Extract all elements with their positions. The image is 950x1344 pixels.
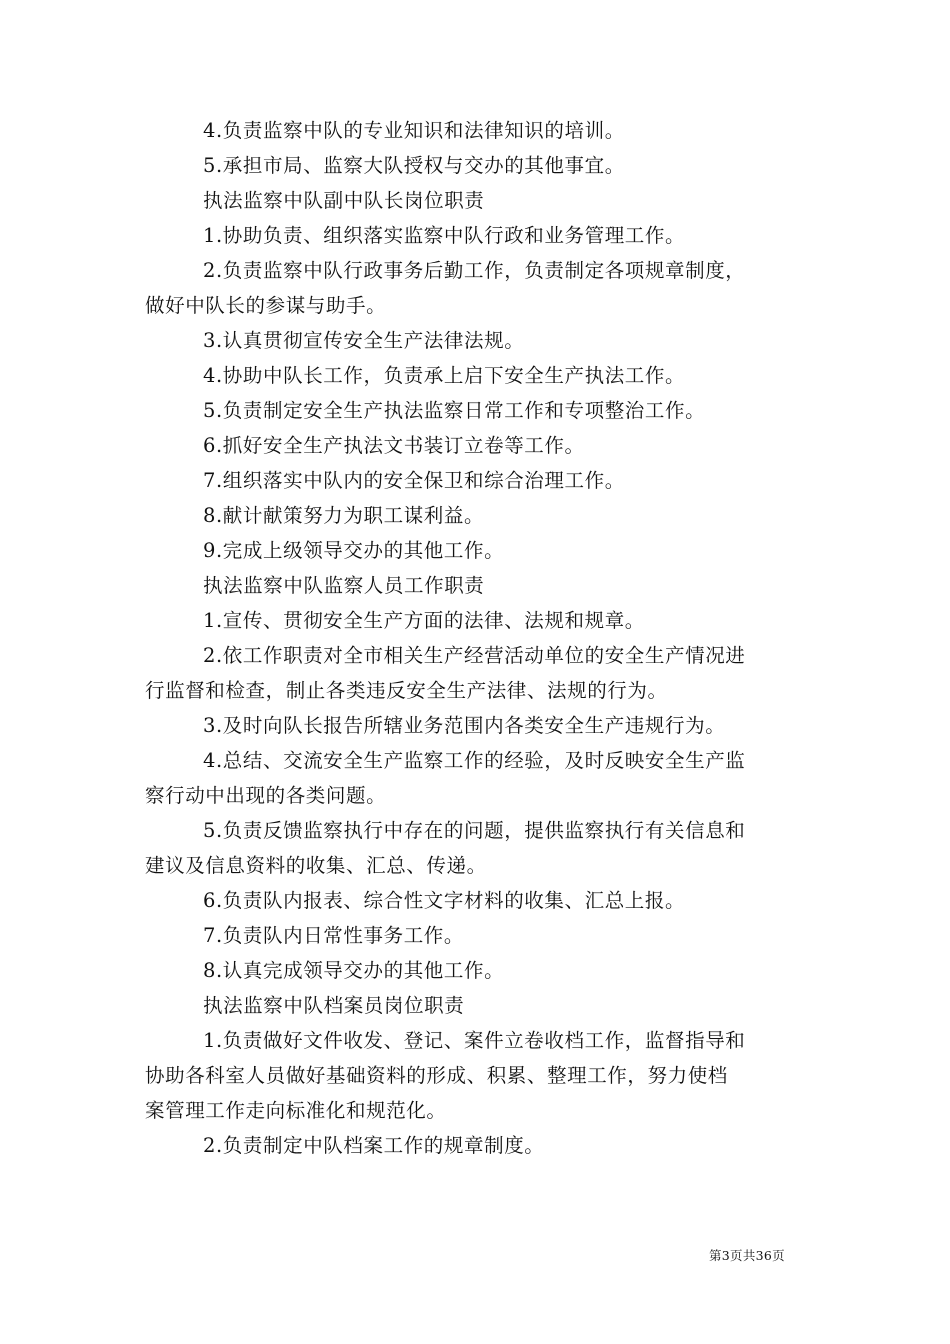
- section-heading: 执法监察中队监察人员工作职责: [203, 574, 485, 597]
- paragraph-line: 建议及信息资料的收集、汇总、传递。: [145, 854, 487, 877]
- page-number: 第3页共36页: [709, 1248, 785, 1263]
- paragraph-line: 1.宣传、贯彻安全生产方面的法律、法规和规章。: [203, 609, 645, 632]
- paragraph-line: 行监督和检查，制止各类违反安全生产法律、法规的行为。: [145, 679, 668, 702]
- paragraph-line: 5.负责制定安全生产执法监察日常工作和专项整治工作。: [203, 399, 706, 422]
- paragraph-line: 3.认真贯彻宣传安全生产法律法规。: [203, 329, 525, 352]
- paragraph-line: 2.负责制定中队档案工作的规章制度。: [203, 1134, 545, 1157]
- paragraph-line: 案管理工作走向标准化和规范化。: [145, 1099, 447, 1122]
- paragraph-line: 4.协助中队长工作，负责承上启下安全生产执法工作。: [203, 364, 686, 387]
- paragraph-line: 8.认真完成领导交办的其他工作。: [203, 959, 505, 982]
- paragraph-line: 2.依工作职责对全市相关生产经营活动单位的安全生产情况进: [203, 644, 746, 667]
- paragraph-line: 4.负责监察中队的专业知识和法律知识的培训。: [203, 119, 625, 142]
- paragraph-line: 1.协助负责、组织落实监察中队行政和业务管理工作。: [203, 224, 686, 247]
- paragraph-line: 6.抓好安全生产执法文书装订立卷等工作。: [203, 434, 585, 457]
- section-heading: 执法监察中队副中队长岗位职责: [203, 189, 485, 212]
- paragraph-line: 3.及时向队长报告所辖业务范围内各类安全生产违规行为。: [203, 714, 726, 737]
- paragraph-line: 1.负责做好文件收发、登记、案件立卷收档工作，监督指导和: [203, 1029, 746, 1052]
- paragraph-line: 5.负责反馈监察执行中存在的问题，提供监察执行有关信息和: [203, 819, 746, 842]
- paragraph-line: 7.组织落实中队内的安全保卫和综合治理工作。: [203, 469, 625, 492]
- paragraph-line: 8.献计献策努力为职工谋利益。: [203, 504, 485, 527]
- paragraph-line: 协助各科室人员做好基础资料的形成、积累、整理工作，努力使档: [145, 1064, 728, 1087]
- paragraph-line: 2.负责监察中队行政事务后勤工作，负责制定各项规章制度，: [203, 259, 746, 282]
- paragraph-line: 7.负责队内日常性事务工作。: [203, 924, 465, 947]
- paragraph-line: 9.完成上级领导交办的其他工作。: [203, 539, 505, 562]
- paragraph-line: 5.承担市局、监察大队授权与交办的其他事宜。: [203, 154, 625, 177]
- paragraph-line: 察行动中出现的各类问题。: [145, 784, 387, 807]
- paragraph-line: 4.总结、交流安全生产监察工作的经验，及时反映安全生产监: [203, 749, 746, 772]
- paragraph-line: 做好中队长的参谋与助手。: [145, 294, 387, 317]
- paragraph-line: 6.负责队内报表、综合性文字材料的收集、汇总上报。: [203, 889, 686, 912]
- section-heading: 执法监察中队档案员岗位职责: [203, 994, 465, 1017]
